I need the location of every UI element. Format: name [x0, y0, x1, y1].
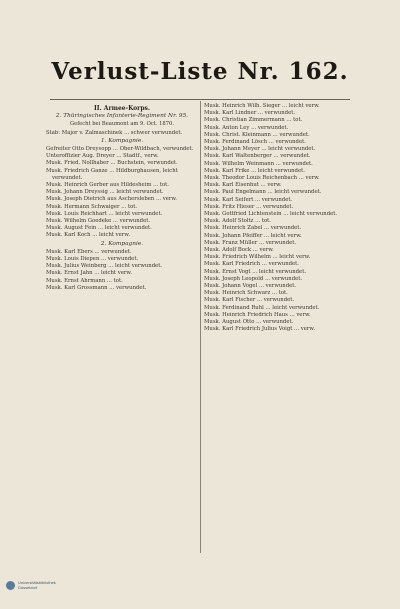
library-logo-icon — [6, 581, 15, 590]
list-item: Musk. Fritz Hieser ... verwundet. — [204, 203, 294, 210]
right-column-list — [204, 103, 356, 334]
list-item: Musk. Franz Müller ... verwundet. — [204, 239, 297, 246]
list-item: Musk. Christ. Kleinmann ... verwundet. — [204, 131, 310, 138]
list-item: Musk. Karl Grossmann ... verwundet. — [46, 284, 147, 291]
list-item: Musk. Adolf Stoltz ... tot. — [204, 218, 271, 225]
list-item: Gefreiter Otto Dreysopp ... Ober-Wildbach, verwundet. — [46, 146, 194, 153]
list-item: Musk. Friedrich Ganze ... Hildburghausen, leicht verwundet. — [46, 167, 178, 181]
company-2-list — [46, 249, 198, 292]
list-item: Musk. Karl Fischer ... verwundet. — [204, 297, 295, 304]
library-logo-line1: Universitätsbibliothek — [18, 580, 56, 585]
list-item: Musk. Louis Reichhart ... leicht verwundet. — [46, 210, 163, 217]
list-item: Musk. Ernst Ahrmann ... tot. — [46, 277, 123, 284]
list-item: Musk. Karl Waltenberger ... verwundet. — [204, 153, 311, 160]
list-item: Musk. Anton Ley ... verwundet. — [204, 124, 289, 131]
list-item: Musk. Heinrich Friedrich Haus ... verw. — [204, 311, 311, 318]
list-item: Musk. August Otto ... verwundet. — [204, 319, 294, 326]
list-item: Musk. Karl Seifert ... verwundet. — [204, 196, 293, 203]
list-item: Musk. Friedrich Wilhelm ... leicht verw. — [204, 254, 311, 261]
list-item: Musk. Ferdinand Lösch ... verwundet. — [204, 139, 306, 146]
list-item: Musk. Louis Diepen ... verwundet. — [46, 256, 139, 263]
regiment-sub: Gefecht bei Beaumont am 9. Oct. 1870. — [70, 121, 174, 128]
library-logo-text — [18, 580, 56, 590]
staff-entry: Stab: Major v. Zalmaschinek ... schwer verwundet. — [46, 129, 183, 136]
section-heading: II. Armee-Korps. — [94, 105, 150, 112]
list-item: Musk. Karl Koch ... leicht verw. — [46, 232, 130, 239]
list-item: Musk. Karl Eisenhut ... verw. — [204, 182, 282, 189]
page-title: Verlust-Liste Nr. 162. — [51, 58, 349, 85]
list-item: Musk. Joseph Leopold ... verwundet. — [204, 275, 303, 282]
list-item: Musk. Joseph Dietrich aus Aschersleben ... verw. — [46, 196, 177, 203]
list-item: Musk. Johann Pfeiffer ... leicht verw. — [204, 232, 302, 239]
list-item: Musk. Karl Friedrich Julius Voigt ... verw. — [204, 326, 316, 333]
company-heading-2: 2. Kompagnie. — [100, 240, 144, 247]
title-rule — [50, 99, 350, 100]
list-item: Unteroffizier Aug. Dreyer ... Stadtf., verw. — [46, 153, 159, 160]
list-item: Musk. Wilhelm Weinmann ... verwundet. — [204, 160, 313, 167]
list-item: Musk. Johann Dreyssig ... leicht verwundet. — [46, 189, 164, 196]
list-item: Musk. Heinrich Schwarz ... tot. — [204, 290, 288, 297]
list-item: Musk. Heinrich Wilh. Sieger ... leicht verw. — [204, 103, 320, 109]
list-item: Musk. August Fein ... leicht verwundet. — [46, 225, 152, 232]
list-item: Musk. Karl Frike ... leicht verwundet. — [204, 167, 305, 174]
list-item: Musk. Johann Vogel ... verwundet. — [204, 283, 297, 290]
list-item: Musk. Karl Friedrich ... verwundet. — [204, 261, 299, 268]
regiment-heading: 2. Thüringisches Infanterie-Regiment Nr. 95. — [55, 113, 189, 120]
list-item: Musk. Ernst Vogt ... leicht verwundet. — [204, 268, 307, 275]
company-heading-1: 1. Kompagnie. — [100, 137, 144, 144]
list-item: Musk. Theodor Louis Reichenbach ... verw. — [204, 175, 320, 182]
list-item: Musk. Wilhelm Goedeke ... verwundet. — [46, 218, 151, 225]
list-item: Musk. Hermann Schwaiger ... tot. — [46, 203, 138, 210]
list-item: Musk. Ferdinand Ruhl ... leicht verwundet. — [204, 304, 320, 311]
list-item: Musk. Johann Meyer ... leicht verwundet. — [204, 146, 316, 153]
list-item: Musk. Ernst Jahn ... leicht verw. — [46, 270, 132, 277]
list-item: Musk. Adolf Bock ... verw. — [204, 247, 274, 254]
list-item: Musk. Heinrich Gerber aus Hildesheim ... tot. — [46, 182, 169, 189]
left-column — [46, 103, 198, 292]
list-item: Musk. Karl Ebers ... verwundet. — [46, 248, 132, 255]
list-item: Musk. Heinrich Zabel ... verwundet. — [204, 225, 302, 232]
list-item: Musk. Gottfried Lichtenstein ... leicht verwundet. — [204, 211, 338, 218]
library-logo-line2: Düsseldorf — [18, 585, 38, 590]
list-item: Musk. Karl Lindner ... verwundet. — [204, 110, 296, 117]
list-item: Musk. Paul Engelmann ... leicht verwundet. — [204, 189, 322, 196]
column-divider — [200, 101, 201, 553]
list-item: Musk. Julius Weinberg ... leicht verwundet. — [46, 263, 163, 270]
company-1-list — [46, 146, 198, 240]
library-logo — [6, 580, 56, 590]
list-item: Musk. Christian Zimmermann ... tot. — [204, 117, 303, 124]
list-item: Musk. Fried. Nollhaber ... Buchstein, verwundet. — [46, 160, 178, 167]
right-column — [204, 103, 356, 334]
